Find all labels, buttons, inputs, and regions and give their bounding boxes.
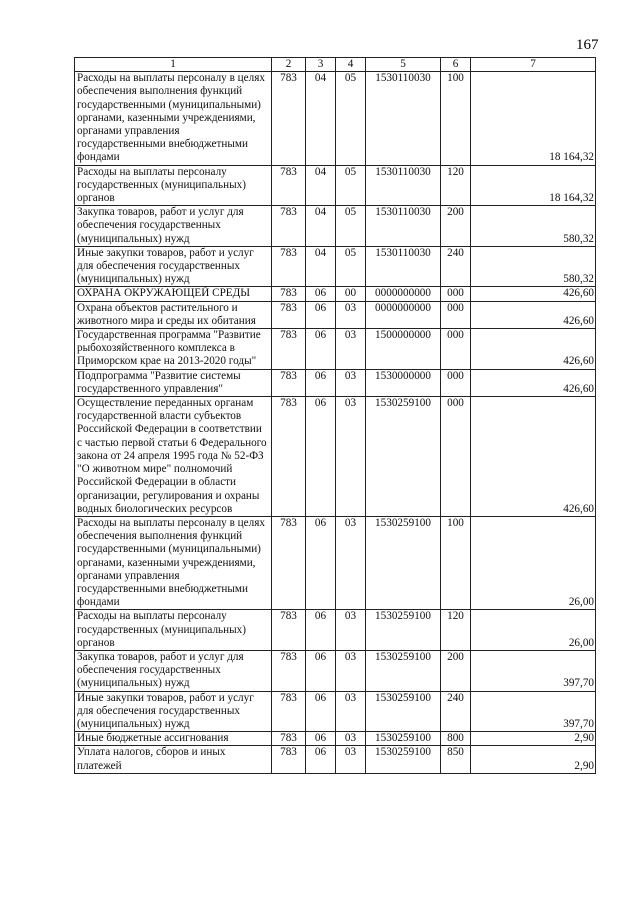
row-name-cell: Иные закупки товаров, работ и услуг для обеспечения государственных (муниципальных) нужд xyxy=(75,246,272,287)
subsection-cell: 03 xyxy=(336,610,366,651)
target-article-cell: 0000000000 xyxy=(366,287,441,301)
subsection-cell: 03 xyxy=(336,732,366,746)
code-cell: 783 xyxy=(272,650,306,691)
target-article-cell: 1530110030 xyxy=(366,206,441,247)
row-name-cell: Расходы на выплаты персоналу государственных (муниципальных) органов xyxy=(75,610,272,651)
header-row xyxy=(75,58,596,72)
table-row xyxy=(75,329,596,370)
row-name-cell: Закупка товаров, работ и услуг для обеспечения государственных (муниципальных) нужд xyxy=(75,650,272,691)
code-cell: 783 xyxy=(272,329,306,370)
code-cell: 783 xyxy=(272,287,306,301)
amount-cell: 397,70 xyxy=(471,650,596,691)
section-cell: 06 xyxy=(306,691,336,732)
section-cell: 06 xyxy=(306,397,336,517)
section-cell: 04 xyxy=(306,72,336,165)
expense-type-cell: 000 xyxy=(441,287,471,301)
row-name-cell: Закупка товаров, работ и услуг для обеспечения государственных (муниципальных) нужд xyxy=(75,206,272,247)
target-article-cell: 1530259100 xyxy=(366,397,441,517)
expense-type-cell: 000 xyxy=(441,301,471,328)
section-cell: 06 xyxy=(306,732,336,746)
expense-type-cell: 120 xyxy=(441,165,471,206)
section-cell: 04 xyxy=(306,206,336,247)
target-article-cell: 1530259100 xyxy=(366,610,441,651)
table-row xyxy=(75,72,596,165)
expense-type-cell: 120 xyxy=(441,610,471,651)
target-article-cell: 1530259100 xyxy=(366,746,441,773)
code-cell: 783 xyxy=(272,691,306,732)
section-cell: 04 xyxy=(306,165,336,206)
subsection-cell: 03 xyxy=(336,397,366,517)
table-row xyxy=(75,287,596,301)
amount-cell: 580,32 xyxy=(471,246,596,287)
column-header: 3 xyxy=(306,58,336,72)
code-cell: 783 xyxy=(272,746,306,773)
subsection-cell: 00 xyxy=(336,287,366,301)
subsection-cell: 03 xyxy=(336,650,366,691)
subsection-cell: 03 xyxy=(336,301,366,328)
expense-type-cell: 100 xyxy=(441,72,471,165)
section-cell: 06 xyxy=(306,516,336,609)
amount-cell: 426,60 xyxy=(471,369,596,396)
amount-cell: 426,60 xyxy=(471,301,596,328)
expense-type-cell: 240 xyxy=(441,691,471,732)
section-cell: 06 xyxy=(306,287,336,301)
target-article-cell: 1530259100 xyxy=(366,691,441,732)
expense-type-cell: 200 xyxy=(441,206,471,247)
target-article-cell: 1530259100 xyxy=(366,732,441,746)
expense-type-cell: 100 xyxy=(441,516,471,609)
code-cell: 783 xyxy=(272,246,306,287)
table-row xyxy=(75,650,596,691)
section-cell: 04 xyxy=(306,246,336,287)
budget-table xyxy=(74,57,596,774)
section-cell: 06 xyxy=(306,301,336,328)
table-row xyxy=(75,246,596,287)
code-cell: 783 xyxy=(272,369,306,396)
subsection-cell: 05 xyxy=(336,72,366,165)
amount-cell: 397,70 xyxy=(471,691,596,732)
subsection-cell: 05 xyxy=(336,165,366,206)
subsection-cell: 03 xyxy=(336,691,366,732)
row-name-cell: Уплата налогов, сборов и иных платежей xyxy=(75,746,272,773)
table-row xyxy=(75,206,596,247)
row-name-cell: Иные закупки товаров, работ и услуг для обеспечения государственных (муниципальных) нужд xyxy=(75,691,272,732)
code-cell: 783 xyxy=(272,610,306,651)
target-article-cell: 1500000000 xyxy=(366,329,441,370)
section-cell: 06 xyxy=(306,746,336,773)
section-cell: 06 xyxy=(306,610,336,651)
amount-cell: 18 164,32 xyxy=(471,165,596,206)
amount-cell: 18 164,32 xyxy=(471,72,596,165)
target-article-cell: 1530259100 xyxy=(366,516,441,609)
expense-type-cell: 240 xyxy=(441,246,471,287)
column-header: 2 xyxy=(272,58,306,72)
row-name-cell: Государственная программа "Развитие рыбохозяйственного комплекса в Приморском крае на 2013-2020 годы" xyxy=(75,329,272,370)
subsection-cell: 03 xyxy=(336,369,366,396)
amount-cell: 426,60 xyxy=(471,287,596,301)
row-name-cell: Охрана объектов растительного и животного мира и среды их обитания xyxy=(75,301,272,328)
section-cell: 06 xyxy=(306,650,336,691)
expense-type-cell: 000 xyxy=(441,329,471,370)
code-cell: 783 xyxy=(272,206,306,247)
code-cell: 783 xyxy=(272,732,306,746)
table-row xyxy=(75,610,596,651)
expense-type-cell: 800 xyxy=(441,732,471,746)
column-header: 4 xyxy=(336,58,366,72)
page-number: 167 xyxy=(576,37,599,53)
table-row xyxy=(75,165,596,206)
column-header: 7 xyxy=(471,58,596,72)
amount-cell: 26,00 xyxy=(471,516,596,609)
target-article-cell: 1530259100 xyxy=(366,650,441,691)
subsection-cell: 05 xyxy=(336,206,366,247)
row-name-cell: Подпрограмма "Развитие системы государственного управления" xyxy=(75,369,272,396)
row-name-cell: Расходы на выплаты персоналу в целях обеспечения выполнения функций государственными (муниципальными) органами, казенными учреждениями, органами управления государственными внебюджетными фондами xyxy=(75,72,272,165)
code-cell: 783 xyxy=(272,397,306,517)
subsection-cell: 03 xyxy=(336,329,366,370)
target-article-cell: 1530110030 xyxy=(366,72,441,165)
amount-cell: 2,90 xyxy=(471,732,596,746)
amount-cell: 580,32 xyxy=(471,206,596,247)
code-cell: 783 xyxy=(272,516,306,609)
expense-type-cell: 850 xyxy=(441,746,471,773)
table-row xyxy=(75,746,596,773)
amount-cell: 426,60 xyxy=(471,397,596,517)
row-name-cell: Иные бюджетные ассигнования xyxy=(75,732,272,746)
code-cell: 783 xyxy=(272,301,306,328)
row-name-cell: Расходы на выплаты персоналу государственных (муниципальных) органов xyxy=(75,165,272,206)
amount-cell: 2,90 xyxy=(471,746,596,773)
code-cell: 783 xyxy=(272,165,306,206)
table-row xyxy=(75,397,596,517)
column-header: 6 xyxy=(441,58,471,72)
row-name-cell: ОХРАНА ОКРУЖАЮЩЕЙ СРЕДЫ xyxy=(75,287,272,301)
subsection-cell: 03 xyxy=(336,746,366,773)
table-row xyxy=(75,691,596,732)
target-article-cell: 0000000000 xyxy=(366,301,441,328)
section-cell: 06 xyxy=(306,329,336,370)
target-article-cell: 1530000000 xyxy=(366,369,441,396)
table-row xyxy=(75,516,596,609)
table-row xyxy=(75,301,596,328)
target-article-cell: 1530110030 xyxy=(366,165,441,206)
subsection-cell: 05 xyxy=(336,246,366,287)
row-name-cell: Расходы на выплаты персоналу в целях обеспечения выполнения функций государственными (муниципальными) органами, казенными учреждениями, органами управления государственными внебюджетными фондами xyxy=(75,516,272,609)
subsection-cell: 03 xyxy=(336,516,366,609)
amount-cell: 426,60 xyxy=(471,329,596,370)
row-name-cell: Осуществление переданных органам государственной власти субъектов Российской Федерации в соответствии с частью первой статьи 6 Федерального закона от 24 апреля 1995 года № 52-ФЗ "О животном мире" полномочий Российской Федерации в области организации, регулирования и охраны водных биологических ресурсов xyxy=(75,397,272,517)
target-article-cell: 1530110030 xyxy=(366,246,441,287)
expense-type-cell: 000 xyxy=(441,369,471,396)
column-header: 1 xyxy=(75,58,272,72)
table-row xyxy=(75,732,596,746)
expense-type-cell: 200 xyxy=(441,650,471,691)
amount-cell: 26,00 xyxy=(471,610,596,651)
code-cell: 783 xyxy=(272,72,306,165)
section-cell: 06 xyxy=(306,369,336,396)
table-row xyxy=(75,369,596,396)
expense-type-cell: 000 xyxy=(441,397,471,517)
column-header: 5 xyxy=(366,58,441,72)
